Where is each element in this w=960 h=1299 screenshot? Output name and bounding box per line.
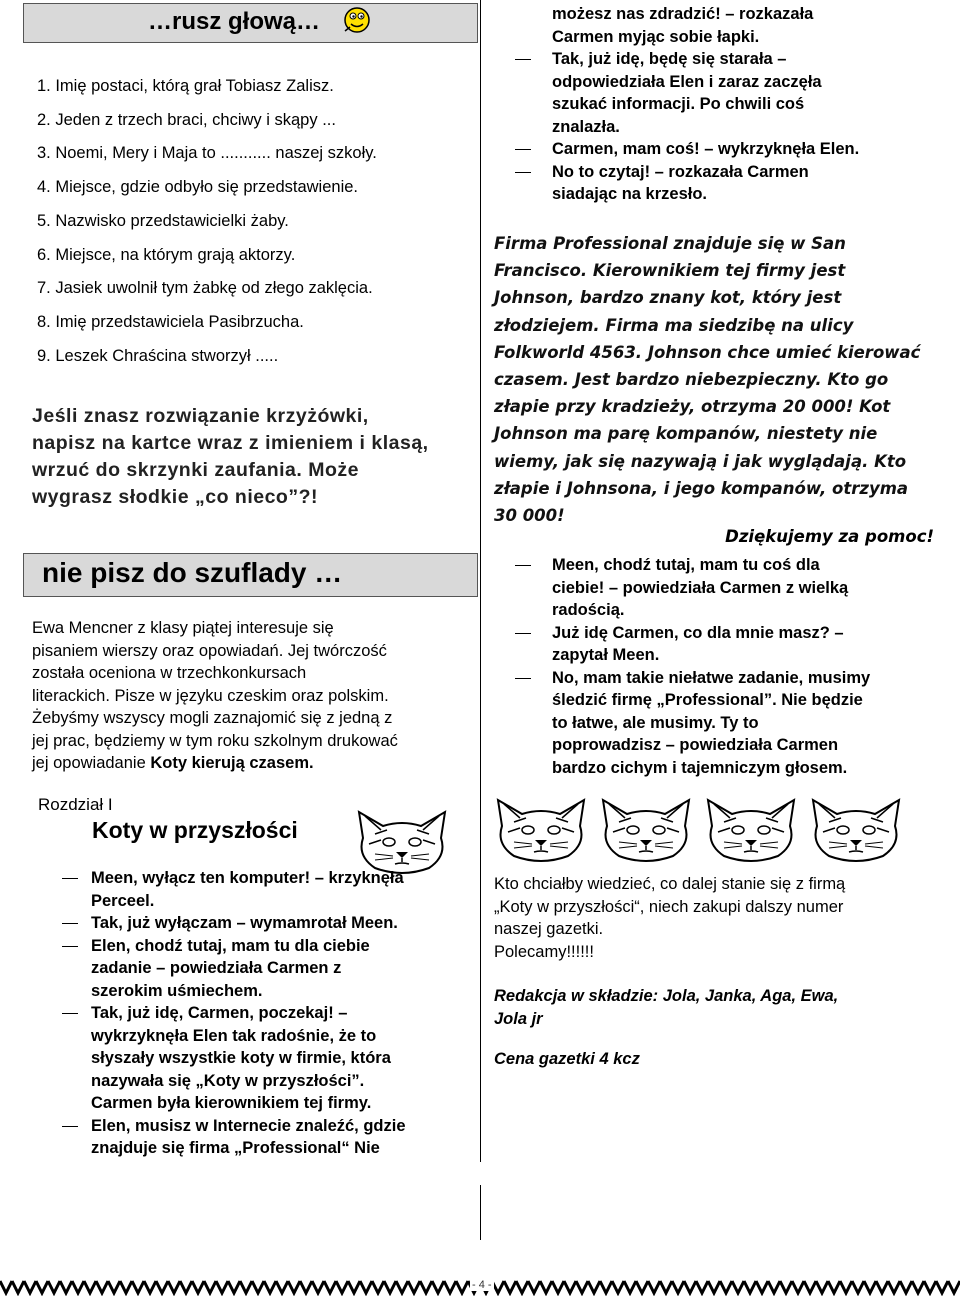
- dash-marker: [62, 923, 78, 924]
- dialog-line: wykrzyknęła Elen tak radośnie, że to: [91, 1026, 377, 1045]
- dialog-line: poprowadzisz – powiedziała Carmen: [552, 736, 839, 754]
- story-line: Johnson, bardzo znany kot, który jest: [494, 288, 842, 308]
- chapter-title: Koty w przyszłości: [92, 817, 298, 843]
- story-line: Johnson ma parę kompanów, niestety nie: [494, 424, 878, 444]
- story-wanted-notice: [494, 230, 934, 529]
- dialog-line: Meen, chodź tutaj, mam tu coś dla: [552, 556, 820, 574]
- dialog-line: Perceel.: [91, 891, 155, 910]
- dialog-list-left: [62, 867, 472, 1160]
- quiz-question: 5. Nazwisko przedstawicielki żaby.: [37, 211, 289, 230]
- story-line: Francisco. Kierownikiem tej firmy jest: [494, 261, 846, 281]
- story-line: Folkworld 4563. Johnson chce umieć kierować: [494, 342, 921, 362]
- contest-line: napisz na kartce wraz z imieniem i klasą,: [32, 432, 429, 454]
- story-line: złapie przy kradzieży, otrzyma 20 000! Kot: [494, 397, 891, 417]
- dialog-line: radością.: [552, 601, 625, 619]
- dialog-item: [515, 622, 915, 667]
- dialog-line: odpowiedziała Elen i zaraz zaczęła: [552, 72, 822, 91]
- intro-line: pisaniem wierszy oraz opowiadań. Jej twórczość: [32, 641, 387, 660]
- column-divider: [480, 1185, 481, 1240]
- dash-marker: [515, 149, 531, 150]
- dash-marker: [62, 946, 78, 947]
- dialog-line: szerokim uśmiechem.: [91, 981, 263, 1000]
- dialog-item: [62, 912, 472, 935]
- intro-line: literackich. Pisze w języku czeskim oraz polskim.: [32, 686, 389, 705]
- story-line: czasem. Jest bardzo niebezpieczny. Kto go: [494, 370, 889, 390]
- dialog-line: Tak, już idę, będę się starała –: [552, 50, 787, 68]
- dialog-line: Elen, musisz w Internecie znaleźć, gdzie: [91, 1116, 406, 1135]
- intro-line: jej prac, będziemy w tym roku szkolnym drukować: [32, 731, 398, 750]
- dialog-line: Elen, chodź tutaj, mam tu dla ciebie: [91, 936, 370, 955]
- dialog-line: Carmen, mam coś! – wykrzyknęła Elen.: [552, 140, 860, 158]
- dialog-line: możesz nas zdradzić! – rozkazała: [552, 5, 814, 23]
- dash-marker: [515, 633, 531, 634]
- intro-line: [32, 752, 472, 775]
- dialog-line: Meen, wyłącz ten komputer! – krzyknęła: [91, 869, 404, 887]
- quiz-question: 3. Noemi, Mery i Maja to ........... naszej szkoły.: [37, 144, 377, 163]
- dialog-line: Carmen była kierownikiem tej firmy.: [91, 1094, 372, 1112]
- drawer-title: nie pisz do szuflady …: [42, 557, 343, 588]
- dialog-line: to łatwe, ale musimy. Ty to: [552, 713, 759, 732]
- contest-line: wrzuć do skrzynki zaufania. Może: [32, 459, 359, 481]
- page-number: - 4 -: [472, 1279, 492, 1291]
- dash-marker: [62, 878, 78, 879]
- dialog-line: Carmen myjąc sobie łapki.: [552, 27, 760, 46]
- dialog-line: szukać informacji. Po chwili coś: [552, 95, 805, 113]
- closing-line: naszej gazetki.: [494, 920, 604, 938]
- column-divider: [480, 0, 481, 1162]
- intro-line: została oceniona w trzechkonkursach: [32, 664, 307, 682]
- story-line: Firma Professional znajduje się w San: [494, 234, 846, 253]
- dialog-item: [62, 935, 472, 1003]
- dialog-line: Tak, już wyłączam – wymamrotał Meen.: [91, 914, 398, 932]
- dialog-item: [62, 1115, 472, 1160]
- story-line: wiemy, jak się nazywają i jak wyglądają. Kto: [494, 451, 907, 471]
- dialog-line: siadając na krzesło.: [552, 185, 708, 203]
- dialog-line: zapytał Meen.: [552, 646, 660, 664]
- story-line: złapie i Johnsona, i jego kompanów, otrzyma: [494, 478, 909, 498]
- dialog-item: [515, 138, 915, 161]
- closing-line: „Koty w przyszłości“, niech zakupi dalszy numer: [494, 897, 844, 916]
- smiley-face-icon: [342, 5, 372, 35]
- intro-line-text: jej opowiadanie: [32, 754, 151, 772]
- dialog-line: słyszały wszystkie koty w firmie, która: [91, 1049, 391, 1067]
- quiz-question: 6. Miejsce, na którym grają aktorzy.: [37, 245, 296, 264]
- dialog-item: [515, 554, 915, 622]
- dialog-line: ciebie! – powiedziała Carmen z wielką: [552, 578, 849, 597]
- dialog-line: śledzić firmę „Professional”. Nie będzie: [552, 691, 863, 709]
- closing-line: Polecamy!!!!!!: [494, 942, 594, 961]
- closing-note: [494, 873, 914, 963]
- quiz-question: 1. Imię postaci, którą grał Tobiasz Zalisz.: [37, 77, 334, 95]
- dialog-line: No to czytaj! – rozkazała Carmen: [552, 162, 809, 181]
- cat-face-icon: [708, 800, 794, 861]
- cat-face-icon: [355, 808, 449, 876]
- dialog-line: No, mam takie niełatwe zadanie, musimy: [552, 668, 871, 687]
- dash-marker: [515, 678, 531, 679]
- dialog-line: Tak, już idę, Carmen, poczekaj! –: [91, 1004, 348, 1022]
- story-line: 30 000!: [494, 506, 565, 526]
- dash-marker: [515, 59, 531, 60]
- cat-face-icon: [498, 800, 584, 861]
- closing-line: Kto chciałby wiedzieć, co dalej stanie się z firmą: [494, 875, 846, 893]
- author-intro: [32, 617, 472, 775]
- quiz-question: 7. Jasiek uwolnił tym żabkę od złego zaklęcia.: [37, 279, 373, 298]
- dialog-line: znalazła.: [552, 117, 620, 136]
- chapter-label: Rozdział I: [38, 795, 113, 814]
- dialog-line: bardzo cichym i tajemniczym głosem.: [552, 758, 848, 777]
- dialog-line: nazywała się „Koty w przyszłości”.: [91, 1071, 365, 1090]
- dialog-item: [515, 667, 915, 780]
- intro-line: Ewa Mencner z klasy piątej interesuje się: [32, 619, 334, 637]
- dialog-line: znajduje się firma „Professional“ Nie: [91, 1139, 380, 1157]
- dialog-item: [515, 161, 915, 206]
- quiz-question: 2. Jeden z trzech braci, chciwy i skąpy ...: [37, 110, 336, 129]
- dialog-item: [62, 1002, 472, 1115]
- quiz-question: 8. Imię przedstawiciela Pasibrzucha.: [37, 312, 304, 331]
- dash-marker: [515, 172, 531, 173]
- cat-face-icon: [603, 800, 689, 861]
- story-title-inline: Koty kierują czasem.: [150, 754, 314, 772]
- dialog-item: [62, 867, 472, 912]
- dialog-continuation: [515, 3, 915, 48]
- dash-marker: [62, 1126, 78, 1127]
- dash-marker: [515, 565, 531, 566]
- dialog-item: [515, 48, 915, 138]
- cat-face-icon: [813, 800, 899, 861]
- editorial-staff: [494, 985, 914, 1030]
- dialog-line: zadanie – powiedziała Carmen z: [91, 959, 342, 977]
- cat-row: [494, 796, 934, 866]
- contest-line: wygrasz słodkie „co nieco”?!: [32, 486, 318, 508]
- dialog-list-right-mid: [515, 554, 915, 779]
- quiz-question: 4. Miejsce, gdzie odbyło się przedstawienie.: [37, 178, 359, 197]
- price-line: Cena gazetki 4 kcz: [494, 1050, 640, 1068]
- contest-line: Jeśli znasz rozwiązanie krzyżówki,: [32, 405, 369, 427]
- quiz-question: 9. Leszek Chraścina stworzył .....: [37, 346, 279, 365]
- dialog-line: Już idę Carmen, co dla mnie masz? –: [552, 623, 844, 642]
- quiz-questions: [37, 70, 377, 373]
- story-line: złodziejem. Firma ma siedzibę na ulicy: [494, 315, 854, 335]
- dialog-list-right-top: [515, 3, 915, 206]
- thanks-line: Dziękujemy za pomoc!: [725, 527, 934, 546]
- quiz-title: …rusz głową…: [148, 8, 321, 35]
- intro-line: Żebyśmy wszyscy mogli zaznajomić się z jedną z: [32, 709, 393, 727]
- dash-marker: [62, 1013, 78, 1014]
- contest-instructions: [32, 403, 477, 511]
- staff-line: Redakcja w składzie: Jola, Janka, Aga, Ewa,: [494, 987, 839, 1005]
- staff-line: Jola jr: [494, 1009, 543, 1028]
